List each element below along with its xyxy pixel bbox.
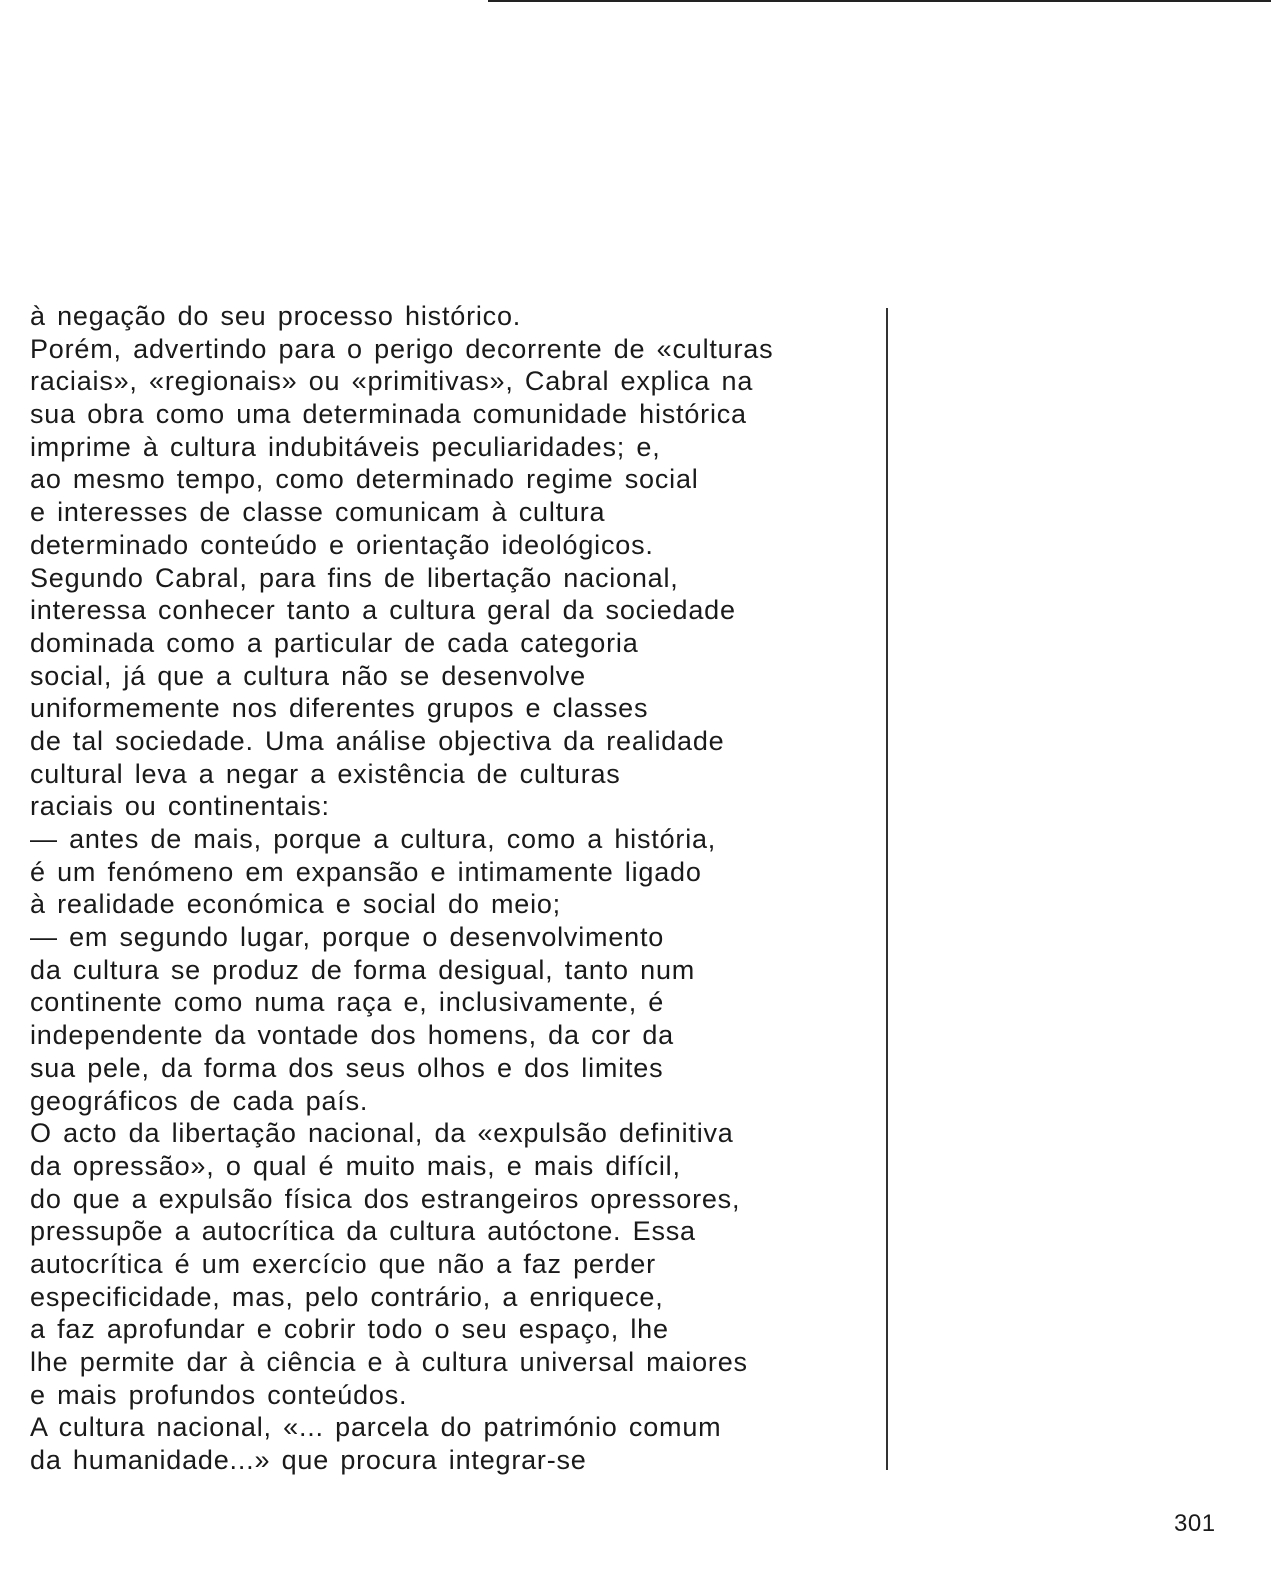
text-line: determinado conteúdo e orientação ideológicos. xyxy=(30,529,654,560)
text-line: dominada como a particular de cada categoria xyxy=(30,627,639,658)
text-line: e mais profundos conteúdos. xyxy=(30,1379,408,1410)
text-line: autocrítica é um exercício que não a faz perder xyxy=(30,1248,656,1279)
top-rule xyxy=(488,0,1271,2)
text-line: continente como numa raça e, inclusivamente, é xyxy=(30,987,665,1018)
page-number: 301 xyxy=(1174,1510,1216,1537)
text-line: raciais», «regionais» ou «primitivas», Cabral explica na xyxy=(30,366,754,397)
text-line: da humanidade...» que procura integrar-se xyxy=(30,1445,587,1476)
text-line: à realidade económica e social do meio; xyxy=(30,889,561,920)
text-line: raciais ou continentais: xyxy=(30,791,330,822)
text-line: interessa conhecer tanto a cultura geral da sociedade xyxy=(30,595,736,626)
text-line: ao mesmo tempo, como determinado regime social xyxy=(30,464,699,495)
text-line: é um fenómeno em expansão e intimamente ligado xyxy=(30,856,702,887)
text-line: uniformemente nos diferentes grupos e classes xyxy=(30,693,649,724)
text-line: do que a expulsão física dos estrangeiros opressores, xyxy=(30,1183,741,1214)
text-line: pressupõe a autocrítica da cultura autóctone. Essa xyxy=(30,1216,696,1247)
text-line: imprime à cultura indubitáveis peculiaridades; e, xyxy=(30,431,661,462)
text-line: — antes de mais, porque a cultura, como a história, xyxy=(30,824,717,854)
text-line: geográficos de cada país. xyxy=(30,1085,369,1116)
text-line: A cultura nacional, «... parcela do património comum xyxy=(30,1412,722,1443)
text-line: social, já que a cultura não se desenvolve xyxy=(30,660,586,691)
text-line: sua pele, da forma dos seus olhos e dos limites xyxy=(30,1052,664,1083)
body-text xyxy=(30,300,880,1477)
text-line: sua obra como uma determinada comunidade histórica xyxy=(30,399,747,430)
text-line: à negação do seu processo histórico. xyxy=(30,301,522,331)
text-line: — em segundo lugar, porque o desenvolvimento xyxy=(30,922,665,953)
margin-rule xyxy=(886,308,888,1470)
text-line: especificidade, mas, pelo contrário, a enriquece, xyxy=(30,1281,664,1312)
text-line: O acto da libertação nacional, da «expulsão definitiva xyxy=(30,1118,734,1149)
text-line: lhe permite dar à ciência e à cultura universal maiores xyxy=(30,1347,748,1377)
text-line: Segundo Cabral, para fins de libertação nacional, xyxy=(30,562,679,593)
text-line: de tal sociedade. Uma análise objectiva da realidade xyxy=(30,725,725,756)
text-line: da cultura se produz de forma desigual, tanto num xyxy=(30,954,696,985)
text-line: a faz aprofundar e cobrir todo o seu espaço, lhe xyxy=(30,1314,669,1345)
text-line: e interesses de classe comunicam à cultura xyxy=(30,497,606,528)
text-line: Porém, advertindo para o perigo decorrente de «culturas xyxy=(30,333,774,364)
text-line: independente da vontade dos homens, da cor da xyxy=(30,1020,674,1051)
text-line: cultural leva a negar a existência de culturas xyxy=(30,758,621,789)
text-line: da opressão», o qual é muito mais, e mais difícil, xyxy=(30,1150,681,1181)
